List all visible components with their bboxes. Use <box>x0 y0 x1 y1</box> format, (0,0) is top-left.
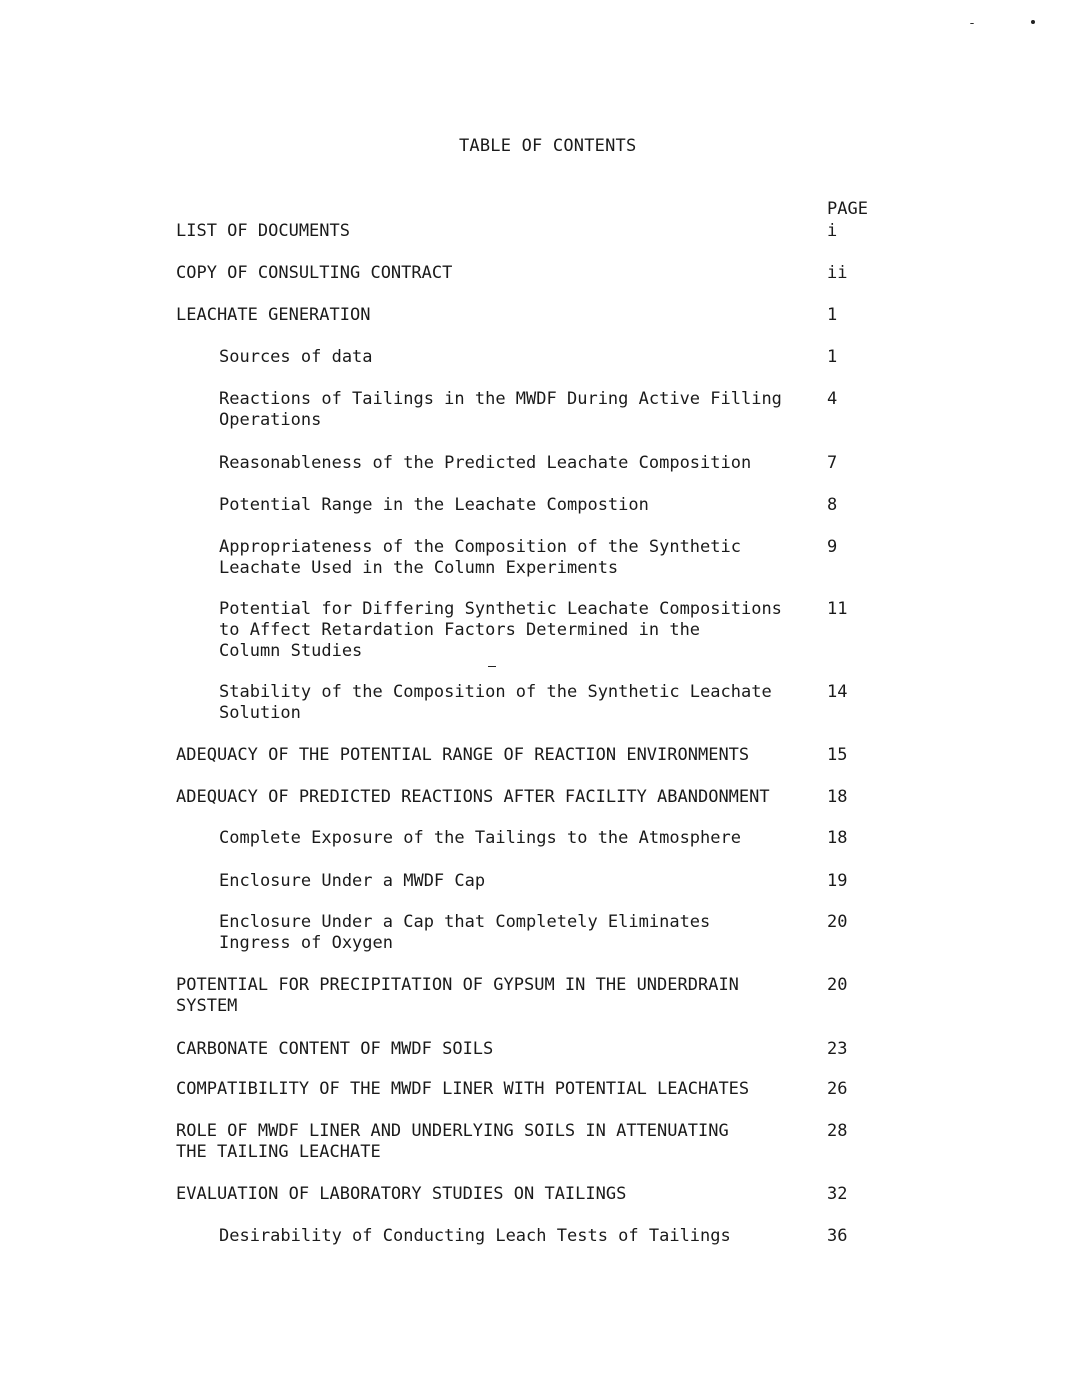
toc-entry-page: 15 <box>827 745 848 765</box>
toc-entry-page: 20 <box>827 912 848 932</box>
toc-entry-page: 7 <box>827 453 838 473</box>
toc-entry-page: 9 <box>827 537 838 557</box>
toc-entry-title: Potential for Differing Synthetic Leachate Compositions to Affect Retardation Factors Determined in the Column Studies <box>219 599 782 661</box>
page-title: TABLE OF CONTENTS <box>459 136 637 156</box>
toc-entry-page: 11 <box>827 599 848 619</box>
toc-entry-page: ii <box>827 263 848 283</box>
toc-entry-title: Enclosure Under a MWDF Cap <box>219 871 486 891</box>
toc-entry-page: 1 <box>827 347 838 367</box>
toc-entry-title: ADEQUACY OF THE POTENTIAL RANGE OF REACTION ENVIRONMENTS <box>176 745 750 765</box>
page-column-header: PAGE <box>827 199 868 219</box>
toc-entry-title: ROLE OF MWDF LINER AND UNDERLYING SOILS IN ATTENUATING THE TAILING LEACHATE <box>176 1121 729 1162</box>
scan-speck <box>970 23 974 24</box>
toc-entry-page: 26 <box>827 1079 848 1099</box>
toc-entry-page: 14 <box>827 682 848 702</box>
toc-entry-title: Desirability of Conducting Leach Tests of Tailings <box>219 1226 731 1246</box>
toc-entry-title: Reactions of Tailings in the MWDF During Active Filling Operations <box>219 389 782 430</box>
toc-entry-title: EVALUATION OF LABORATORY STUDIES ON TAILINGS <box>176 1184 627 1204</box>
toc-entry-title: LIST OF DOCUMENTS <box>176 221 350 241</box>
toc-entry-title: COPY OF CONSULTING CONTRACT <box>176 263 453 283</box>
toc-entry-page: 19 <box>827 871 848 891</box>
toc-entry-page: 23 <box>827 1039 848 1059</box>
toc-entry-page: 32 <box>827 1184 848 1204</box>
toc-entry-title: Sources of data <box>219 347 373 367</box>
toc-entry-title: Appropriateness of the Composition of the Synthetic Leachate Used in the Column Experiments <box>219 537 741 578</box>
toc-entry-page: 4 <box>827 389 838 409</box>
toc-entry-title: COMPATIBILITY OF THE MWDF LINER WITH POTENTIAL LEACHATES <box>176 1079 750 1099</box>
scan-speck <box>1031 20 1035 24</box>
toc-entry-title: LEACHATE GENERATION <box>176 305 371 325</box>
toc-entry-title: Complete Exposure of the Tailings to the Atmosphere <box>219 828 741 848</box>
toc-entry-title: CARBONATE CONTENT OF MWDF SOILS <box>176 1039 494 1059</box>
toc-entry-page: 8 <box>827 495 838 515</box>
toc-entry-page: 1 <box>827 305 838 325</box>
toc-entry-title: Potential Range in the Leachate Compostion <box>219 495 649 515</box>
toc-entry-page: 18 <box>827 828 848 848</box>
toc-entry-title: Stability of the Composition of the Synthetic Leachate Solution <box>219 682 772 723</box>
toc-entry-page: 18 <box>827 787 848 807</box>
scan-speck <box>488 666 496 667</box>
toc-entry-title: Enclosure Under a Cap that Completely Eliminates Ingress of Oxygen <box>219 912 711 953</box>
toc-entry-page: 28 <box>827 1121 848 1141</box>
toc-entry-page: i <box>827 221 838 241</box>
toc-entry-title: ADEQUACY OF PREDICTED REACTIONS AFTER FACILITY ABANDONMENT <box>176 787 770 807</box>
toc-entry-title: Reasonableness of the Predicted Leachate Composition <box>219 453 752 473</box>
toc-entry-page: 20 <box>827 975 848 995</box>
toc-entry-title: POTENTIAL FOR PRECIPITATION OF GYPSUM IN THE UNDERDRAIN SYSTEM <box>176 975 739 1016</box>
toc-entry-page: 36 <box>827 1226 848 1246</box>
